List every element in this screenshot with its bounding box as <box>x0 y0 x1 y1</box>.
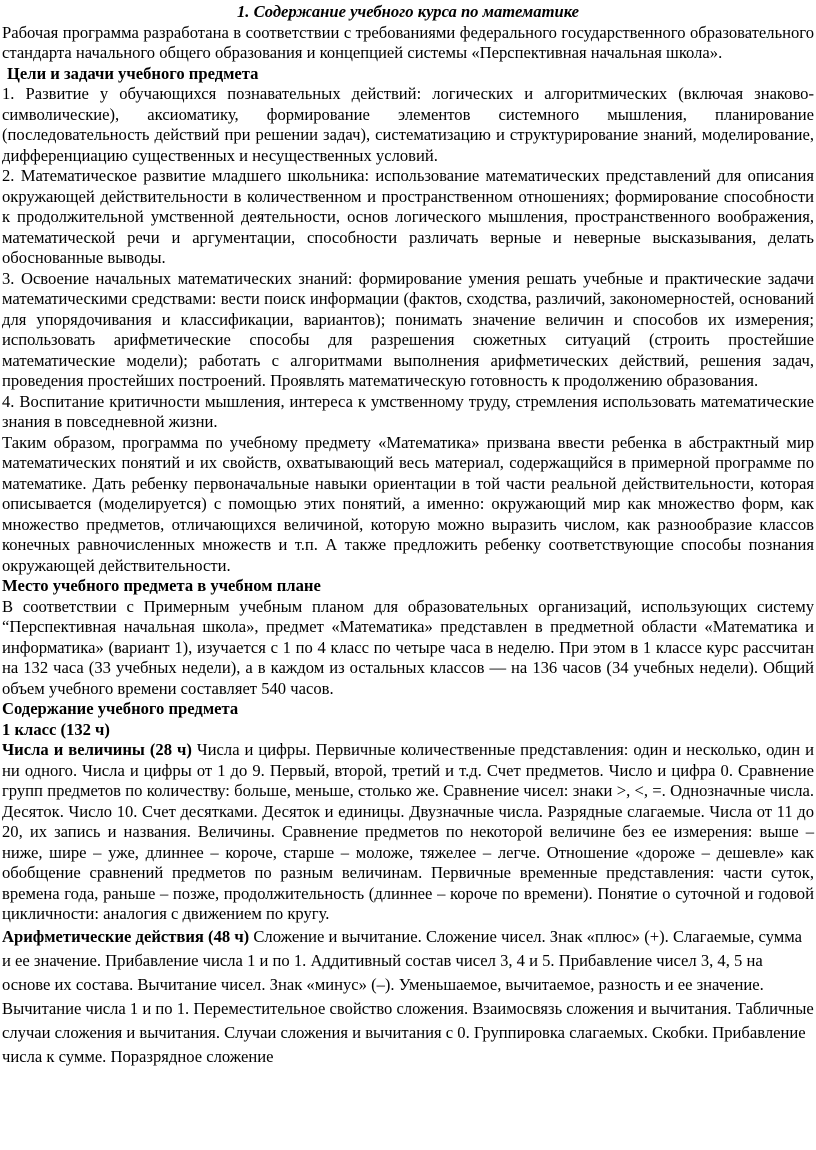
arithmetic-paragraph <box>2 925 814 1069</box>
goal-item-1: 1. Развитие у обучающихся познавательных действий: логических и алгоритмических (включая знаково-символические), аксиоматику, формирование элементов системного мышления, планирование (последовательность действий при решении задач), систематизацию и структурирование знаний, моделирование, дифференциацию существенных и несущественных условий. <box>2 84 814 165</box>
arithmetic-section-text: Сложение и вычитание. Сложение чисел. Знак «плюс» (+). Слагаемые, сумма и ее значение. Прибавление числа 1 и по 1. Аддитивный состав чисел 3, 4 и 5. Прибавление чисел 3, 4, 5 на основе их состава. Вычитание чисел. Знак «минус» (–). Уменьшаемое, вычитаемое, разность и ее значение. Вычитание числа 1 и по 1. Переместительное свойство сложения. Взаимосвязь сложения и вычитания. Табличные случаи сложения и вычитания. Случаи сложения и вычитания с 0. Группировка слагаемых. Скобки. Прибавление числа к сумме. Поразрядное сложение <box>2 926 814 1066</box>
intro-paragraph: Рабочая программа разработана в соответствии с требованиями федерального государственного образовательного стандарта начального общего образования и концепцией системы «Перспективная начальная школа». <box>2 22 814 62</box>
goal-item-3: 3. Освоение начальных математических знаний: формирование умения решать учебные и практические задачи математическими средствами: вести поиск информации (фактов, сходства, различий, закономерностей, оснований для упорядочивания и классификации, вариантов); понимать значение величин и способов их измерения; использовать арифметические способы для разрешения сюжетных ситуаций (строить простейшие математические модели); работать с алгоритмами выполнения арифметических действий, решения задач, проведения простейших построений. Проявлять математическую готовность к продолжению образования. <box>2 268 814 390</box>
goal-item-2: 2. Математическое развитие младшего школьника: использование математических представлений для описания окружающей действительности в количественном и пространственном отношениях; формирование способности к продолжительной умственной деятельности, основ логического мышления, пространственного воображения, математической речи и аргументации, способности различать верные и неверные высказывания, делать обоснованные выводы. <box>2 166 814 267</box>
document-title <box>2 2 814 23</box>
goals-heading: Цели и задачи учебного предмета <box>7 63 259 83</box>
goals-summary-paragraph: Таким образом, программа по учебному предмету «Математика» призвана ввести ребенка в абстрактный мир математических понятий и их свойств, охватывающий весь материал, содержащийся в примерной программе по математике. Дать ребенку первоначальные навыки ориентации в той части реальной действительности, которая описывается (моделируется) с помощью этих понятий, а именно: окружающий мир как множество форм, как множество предметов, отличающихся величиной, которую можно выразить числом, как разнообразие классов конечных равночисленных множеств и т.п. А также предложить ребенку соответствующие способы познания окружающей действительности. <box>2 432 814 575</box>
content-heading: Содержание учебного предмета <box>2 699 239 718</box>
arithmetic-section-label: Арифметические действия (48 ч) <box>2 926 250 946</box>
place-heading: Место учебного предмета в учебном плане <box>2 576 321 595</box>
numbers-section-label: Числа и величины (28 ч) <box>2 740 192 759</box>
numbers-section-text: Числа и цифры. Первичные количественные представления: один и несколько, один и ни одного. Числа и цифры от 1 до 9. Первый, второй, третий и т.д. Счет предметов. Число и цифра 0. Сравнение групп предметов по количеству: больше, меньше, столько же. Сравнение чисел: знаки >, <, =. Однозначные числа. Десяток. Число 10. Счет десятками. Десяток и единицы. Двузначные числа. Разрядные слагаемые. Числа от 11 до 20, их запись и названия. Величины. Сравнение предметов по некоторой величине без ее измерения: выше – ниже, шире – уже, длиннее – короче, старше – моложе, тяжелее – легче. Отношение «дороже – дешевле» как обобщение сравнений предметов по разным величинам. Первичные временные представления: части суток, времена года, раньше – позже, продолжительность (длиннее – короче по времени). Понятие о суточной и годовой цикличности: аналогия с движением по кругу. <box>2 740 814 923</box>
grade-heading: 1 класс (132 ч) <box>2 719 110 739</box>
numbers-paragraph <box>2 740 814 925</box>
place-paragraph: В соответствии с Примерным учебным планом для образовательных организаций, использующих систему “Перспективная начальная школа», предмет «Математика» представлен в предметной области «Математика и информатика» (вариант 1), изучается с 1 по 4 класс по четыре часа в неделю. При этом в 1 классе курс рассчитан на 132 часа (33 учебных недели), а в каждом из остальных классов — на 136 часов (34 учебных недели). Общий объем учебного времени составляет 540 часов. <box>2 596 814 698</box>
goal-item-4: 4. Воспитание критичности мышления, интереса к умственному труду, стремления использовать математические знания в повседневной жизни. <box>2 391 814 431</box>
document-title-text: 1. Содержание учебного курса по математике <box>236 2 580 21</box>
